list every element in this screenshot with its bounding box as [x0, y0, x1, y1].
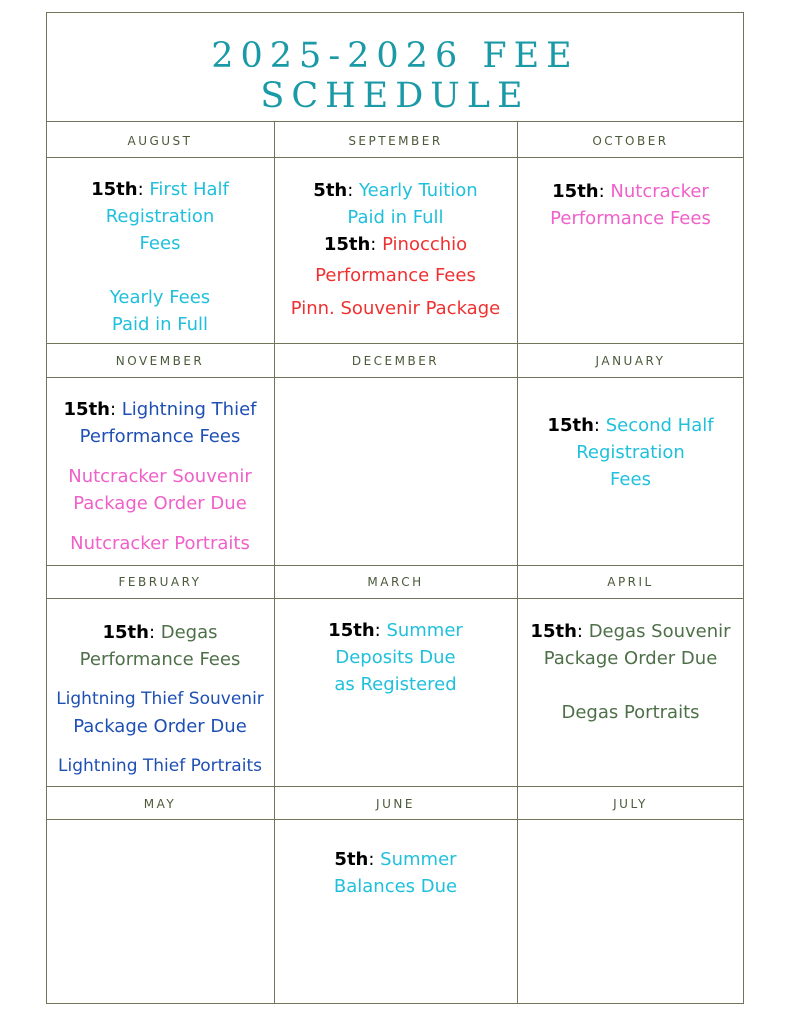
fee-text: Fees — [610, 469, 651, 490]
fee-text: Performance Fees — [315, 265, 476, 286]
cell-march: 15th: Summer Deposits Due as Registered — [274, 617, 517, 698]
fee-text: as Registered — [334, 674, 457, 695]
divider — [46, 565, 744, 566]
cell-august: 15th: First Half Registration Fees Yearly Fees Paid in Full — [46, 176, 274, 338]
fee-text: Lightning Thief Souvenir — [56, 689, 264, 709]
title-line-1: 2025-2026 FEE — [211, 36, 579, 76]
cell-february: 15th: Degas Performance Fees Lightning Thief Souvenir Package Order Due Lightning Thief Portraits — [46, 619, 274, 780]
fee-text: Lightning Thief — [121, 399, 257, 420]
due-date: 15th — [91, 179, 138, 200]
divider — [46, 157, 744, 158]
due-date: 15th — [63, 399, 110, 420]
fee-text: Degas Souvenir — [588, 621, 731, 642]
due-date: 15th — [547, 415, 594, 436]
divider — [46, 786, 744, 787]
fee-text: Balances Due — [333, 876, 458, 897]
fee-text: Fees — [139, 233, 181, 254]
divider — [46, 377, 744, 378]
due-date: 15th — [323, 234, 371, 255]
month-october: OCTOBER — [592, 134, 669, 148]
title-line-2: SCHEDULE — [260, 76, 530, 116]
fee-text: Pinn. Souvenir Package — [290, 298, 501, 319]
fee-text: Nutcracker Portraits — [70, 533, 250, 554]
month-february: FEBRUARY — [118, 575, 202, 589]
fee-text: Performance Fees — [79, 649, 241, 670]
month-september: SEPTEMBER — [348, 134, 443, 148]
divider — [46, 598, 744, 599]
due-date: 15th — [102, 622, 149, 643]
month-december: DECEMBER — [351, 354, 440, 368]
fee-text: Yearly Fees — [109, 287, 211, 308]
cell-september: 5th: Yearly Tuition Paid in Full 15th: Pinocchio Performance Fees Pinn. Souvenir Package — [274, 177, 517, 322]
month-november: NOVEMBER — [115, 354, 205, 368]
fee-text: Second Half — [605, 415, 714, 436]
cell-january: 15th: Second Half Registration Fees — [517, 412, 744, 493]
fee-text: Summer — [380, 849, 457, 870]
fee-text: First Half — [149, 179, 229, 200]
due-date: 5th — [334, 849, 369, 870]
fee-text: Registration — [105, 206, 215, 227]
due-date: 15th — [530, 621, 577, 642]
fee-text: Deposits Due — [335, 647, 456, 668]
fee-text: Performance Fees — [79, 426, 241, 447]
fee-text: Paid in Full — [347, 207, 444, 228]
fee-text: Yearly Tuition — [359, 180, 478, 201]
column-divider — [517, 121, 518, 1004]
month-january: JANUARY — [595, 354, 666, 368]
divider — [46, 121, 744, 122]
fee-text: Package Order Due — [73, 716, 247, 737]
fee-text: Package Order Due — [73, 493, 247, 514]
month-april: APRIL — [607, 575, 654, 589]
fee-text: Pinocchio — [382, 234, 468, 255]
due-date: 15th — [328, 620, 375, 641]
divider — [46, 819, 744, 820]
fee-text: Degas Portraits — [561, 702, 700, 723]
fee-text: Registration — [576, 442, 685, 463]
month-august: AUGUST — [127, 134, 193, 148]
fee-text: Nutcracker Souvenir — [68, 466, 252, 487]
month-june: JUNE — [376, 797, 415, 811]
fee-text: Package Order Due — [543, 648, 718, 669]
fee-text: Performance Fees — [550, 208, 711, 229]
due-date: 15th — [552, 181, 599, 202]
fee-text: Paid in Full — [111, 314, 209, 335]
month-march: MARCH — [367, 575, 424, 589]
fee-text: Summer — [386, 620, 463, 641]
month-july: JULY — [613, 797, 648, 811]
page-title — [46, 36, 744, 116]
fee-text: Lightning Thief Portraits — [58, 756, 262, 776]
divider — [46, 343, 744, 344]
fee-text: Degas — [160, 622, 218, 643]
due-date: 5th — [313, 180, 348, 201]
month-may: MAY — [143, 797, 177, 811]
cell-november: 15th: Lightning Thief Performance Fees Nutcracker Souvenir Package Order Due Nutcracker Portraits — [46, 396, 274, 557]
cell-june: 5th: Summer Balances Due — [274, 846, 517, 900]
cell-april: 15th: Degas Souvenir Package Order Due Degas Portraits — [517, 618, 744, 726]
fee-text: Nutcracker — [610, 181, 709, 202]
cell-october: 15th: Nutcracker Performance Fees — [517, 178, 744, 232]
